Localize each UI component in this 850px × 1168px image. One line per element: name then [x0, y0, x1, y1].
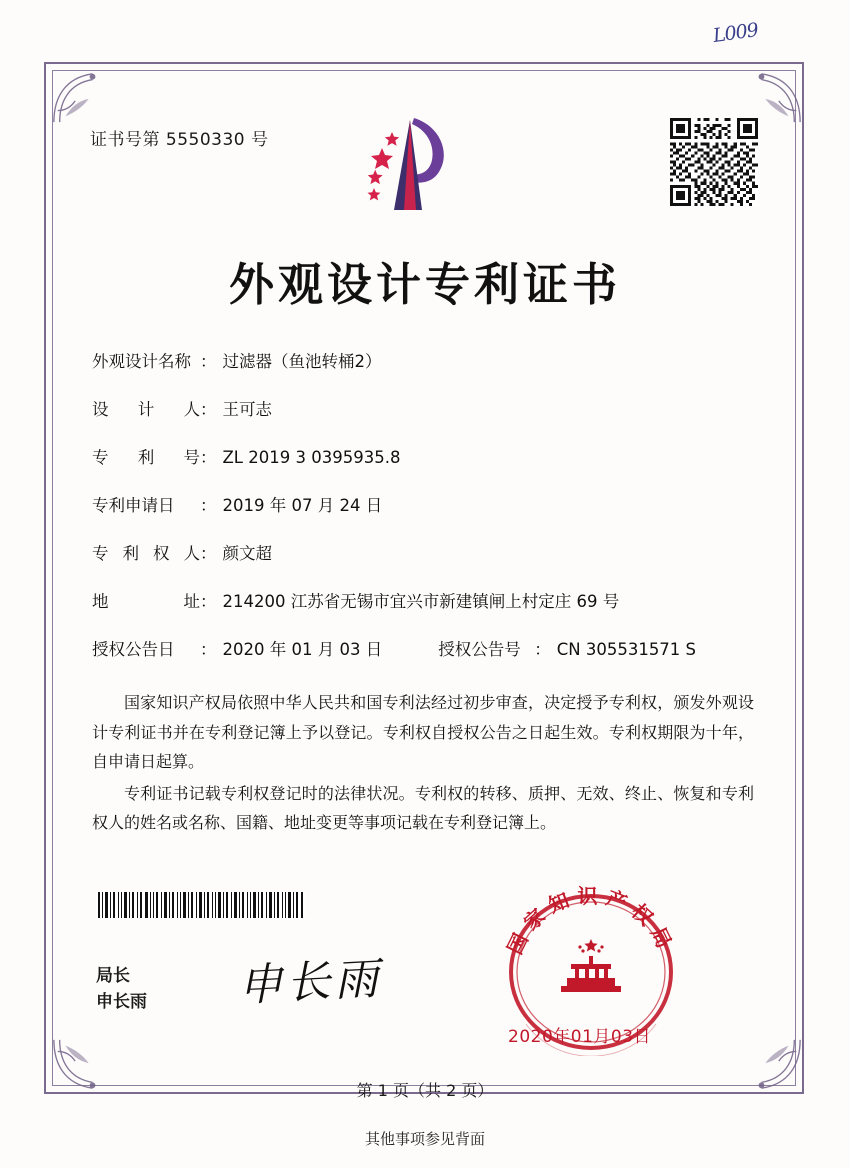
field-colon: ： — [200, 640, 217, 659]
svg-text:国家知识产权局: 国家知识产权局 — [502, 884, 680, 959]
field-label-grant-number: 授权公告号 — [438, 640, 521, 659]
field-list — [92, 348, 752, 684]
body-paragraph-2: 专利证书记载专利权登记时的法律状况。专利权的转移、质押、无效、终止、恢复和专利权人的姓名或名称、国籍、地址变更等事项记载在专利登记簿上。 — [92, 783, 754, 833]
field-colon: ： — [200, 352, 217, 371]
footer-note: 其他事项参见背面 — [364, 1130, 485, 1148]
field-colon: ： — [200, 592, 217, 611]
legal-body-text — [92, 688, 754, 840]
field-colon: ： — [200, 448, 217, 467]
field-application-date — [92, 492, 752, 516]
field-design-name — [92, 348, 752, 372]
field-value: 王可志 — [222, 400, 272, 419]
field-grant-announcement — [92, 636, 752, 660]
signature-title: 局长 — [96, 966, 130, 986]
handwritten-annotation: L009 — [711, 18, 760, 48]
field-label: 专 利 号 — [92, 448, 200, 467]
handwritten-signature: 申长雨 — [236, 953, 384, 1012]
field-label: 专利申请日 — [92, 496, 175, 515]
field-value: 过滤器（鱼池转桶2） — [222, 352, 382, 371]
cnipa-logo-icon — [348, 112, 468, 216]
seal-date: 2020年01月03日 — [508, 1027, 652, 1047]
signature-block — [96, 963, 147, 1016]
field-address — [92, 588, 752, 612]
page-title: 外观设计专利证书 — [228, 258, 621, 311]
page-number: 第 1 页（共 2 页） — [356, 1081, 494, 1100]
field-colon: ： — [200, 400, 217, 419]
signature-name: 申长雨 — [96, 992, 147, 1013]
field-label: 外观设计名称 — [92, 352, 191, 371]
field-label: 地 址 — [92, 592, 200, 611]
certificate-number: 证书号第 5550330 号 — [90, 130, 269, 150]
field-value-grant-date: 2020 年 01 月 03 日 — [222, 640, 383, 659]
body-paragraph-1: 国家知识产权局依照中华人民共和国专利法经过初步审查，决定授予专利权，颁发外观设计专利证书并在专利登记簿上予以登记。专利权自授权公告之日起生效。专利权期限为十年，自申请日起算。 — [92, 693, 754, 772]
field-value: 颜文超 — [222, 544, 272, 563]
field-value: 214200 江苏省无锡市宜兴市新建镇闸上村定庄 69 号 — [222, 592, 620, 611]
field-colon: ： — [200, 496, 217, 515]
field-colon: ： — [534, 640, 551, 659]
field-label: 专 利 权 人 — [92, 544, 200, 563]
barcode — [96, 892, 306, 918]
field-designer — [92, 396, 752, 420]
field-value: ZL 2019 3 0395935.8 — [222, 448, 401, 467]
field-patent-number — [92, 444, 752, 468]
qr-code — [670, 118, 758, 206]
field-colon: ： — [200, 544, 217, 563]
field-label: 设 计 人 — [92, 400, 200, 419]
field-label-grant-date: 授权公告日 — [92, 640, 175, 659]
field-value: 2019 年 07 月 24 日 — [222, 496, 383, 515]
corner-flourish-icon — [50, 68, 108, 126]
field-value-grant-number: CN 305531571 S — [556, 640, 697, 659]
field-patentee — [92, 540, 752, 564]
